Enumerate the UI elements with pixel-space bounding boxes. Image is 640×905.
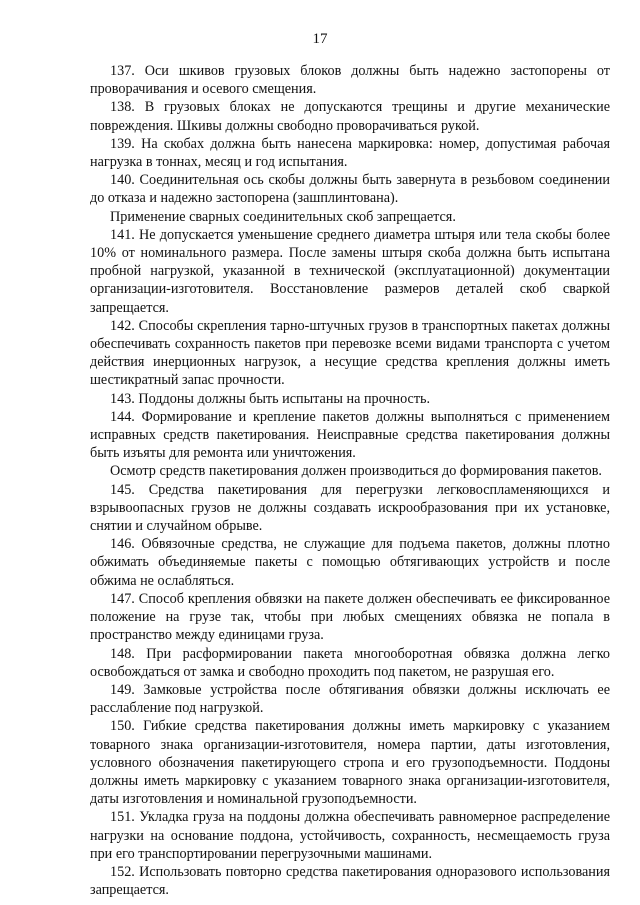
paragraph-146: 146. Обвязочные средства, не служащие для подъема пакетов, должны плотно обжимать объединяемые пакеты с помощью обтягивающих устройств и после обжима не ослабляться. xyxy=(90,536,610,589)
paragraph-142: 142. Способы скрепления тарно-штучных грузов в транспортных пакетах должны обеспечивать сохранность пакетов при перевозке всеми видами транспорта с учетом действия инерционных нагрузок, а несущие средства крепления должны иметь шестикратный запас прочности. xyxy=(90,317,610,389)
paragraph-144: 144. Формирование и крепление пакетов должны выполняться с применением исправных средств пакетирования. Неисправные средства пакетирования должны быть изъяты для ремонта или уничтожения. xyxy=(90,408,610,462)
page-number: 17 xyxy=(312,31,328,47)
paragraph-152: 152. Использовать повторно средства пакетирования одноразового использования запрещается. xyxy=(90,863,610,899)
document-body xyxy=(90,62,610,899)
paragraph-141: 141. Не допускается уменьшение среднего диаметра штыря или тела скобы более 10% от номинального размера. После замены штыря скоба должна быть испытана пробной нагрузкой, указанной в технической (эксплуатационной) документации организации-изготовителя. Восстановление размеров деталей скоб сваркой запрещается. xyxy=(90,226,610,316)
paragraph-139: 139. На скобах должна быть нанесена маркировка: номер, допустимая рабочая нагрузка в тоннах, месяц и год испытания. xyxy=(90,135,610,171)
paragraph-147: 147. Способ крепления обвязки на пакете должен обеспечивать ее фиксированное положение на грузе так, чтобы при любых смещениях обвязка не попала в пространство между единицами груза. xyxy=(90,590,610,644)
paragraph-150: 150. Гибкие средства пакетирования должны иметь маркировку с указанием товарного знака организации-изготовителя, номера партии, даты изготовления, условного обозначения пакетирующего стропа и его грузоподъемности. Поддоны должны иметь маркировку с указанием товарного знака организации-изготовителя, даты изготовления и номинальной грузоподъемности. xyxy=(90,718,610,808)
paragraph-137: 137. Оси шкивов грузовых блоков должны быть надежно застопорены от проворачивания и осевого смещения. xyxy=(90,63,610,98)
paragraph-151: 151. Укладка груза на поддоны должна обеспечивать равномерное распределение нагрузки на основание поддона, устойчивость, сохранность, несмещаемость груза при его транспортировании перегрузочными машинами. xyxy=(90,809,610,862)
paragraph-145: 145. Средства пакетирования для перегрузки легковоспламеняющихся и взрывоопасных грузов не должны создавать искрообразования при их установке, снятии и случайном обрыве. xyxy=(90,481,610,535)
paragraph-143: 143. Поддоны должны быть испытаны на прочность. xyxy=(110,390,431,407)
paragraph-148: 148. При расформировании пакета многооборотная обвязка должна легко освобождаться от замка и свободно проходить под пакетом, не разрушая его. xyxy=(90,645,610,680)
paragraph-138: 138. В грузовых блоках не допускаются трещины и другие механические повреждения. Шкивы должны свободно проворачиваться рукой. xyxy=(90,99,610,134)
paragraph-inspection: Осмотр средств пакетирования должен производиться до формирования пакетов. xyxy=(110,463,602,480)
paragraph-140: 140. Соединительная ось скобы должны быть завернута в резьбовом соединении до отказа и надежно застопорена (зашплинтована). xyxy=(90,172,610,207)
paragraph-149: 149. Замковые устройства после обтягивания обвязки должны исключать ее расслабление под нагрузкой. xyxy=(90,681,610,717)
paragraph-welded-shackles: Применение сварных соединительных скоб запрещается. xyxy=(110,208,456,225)
